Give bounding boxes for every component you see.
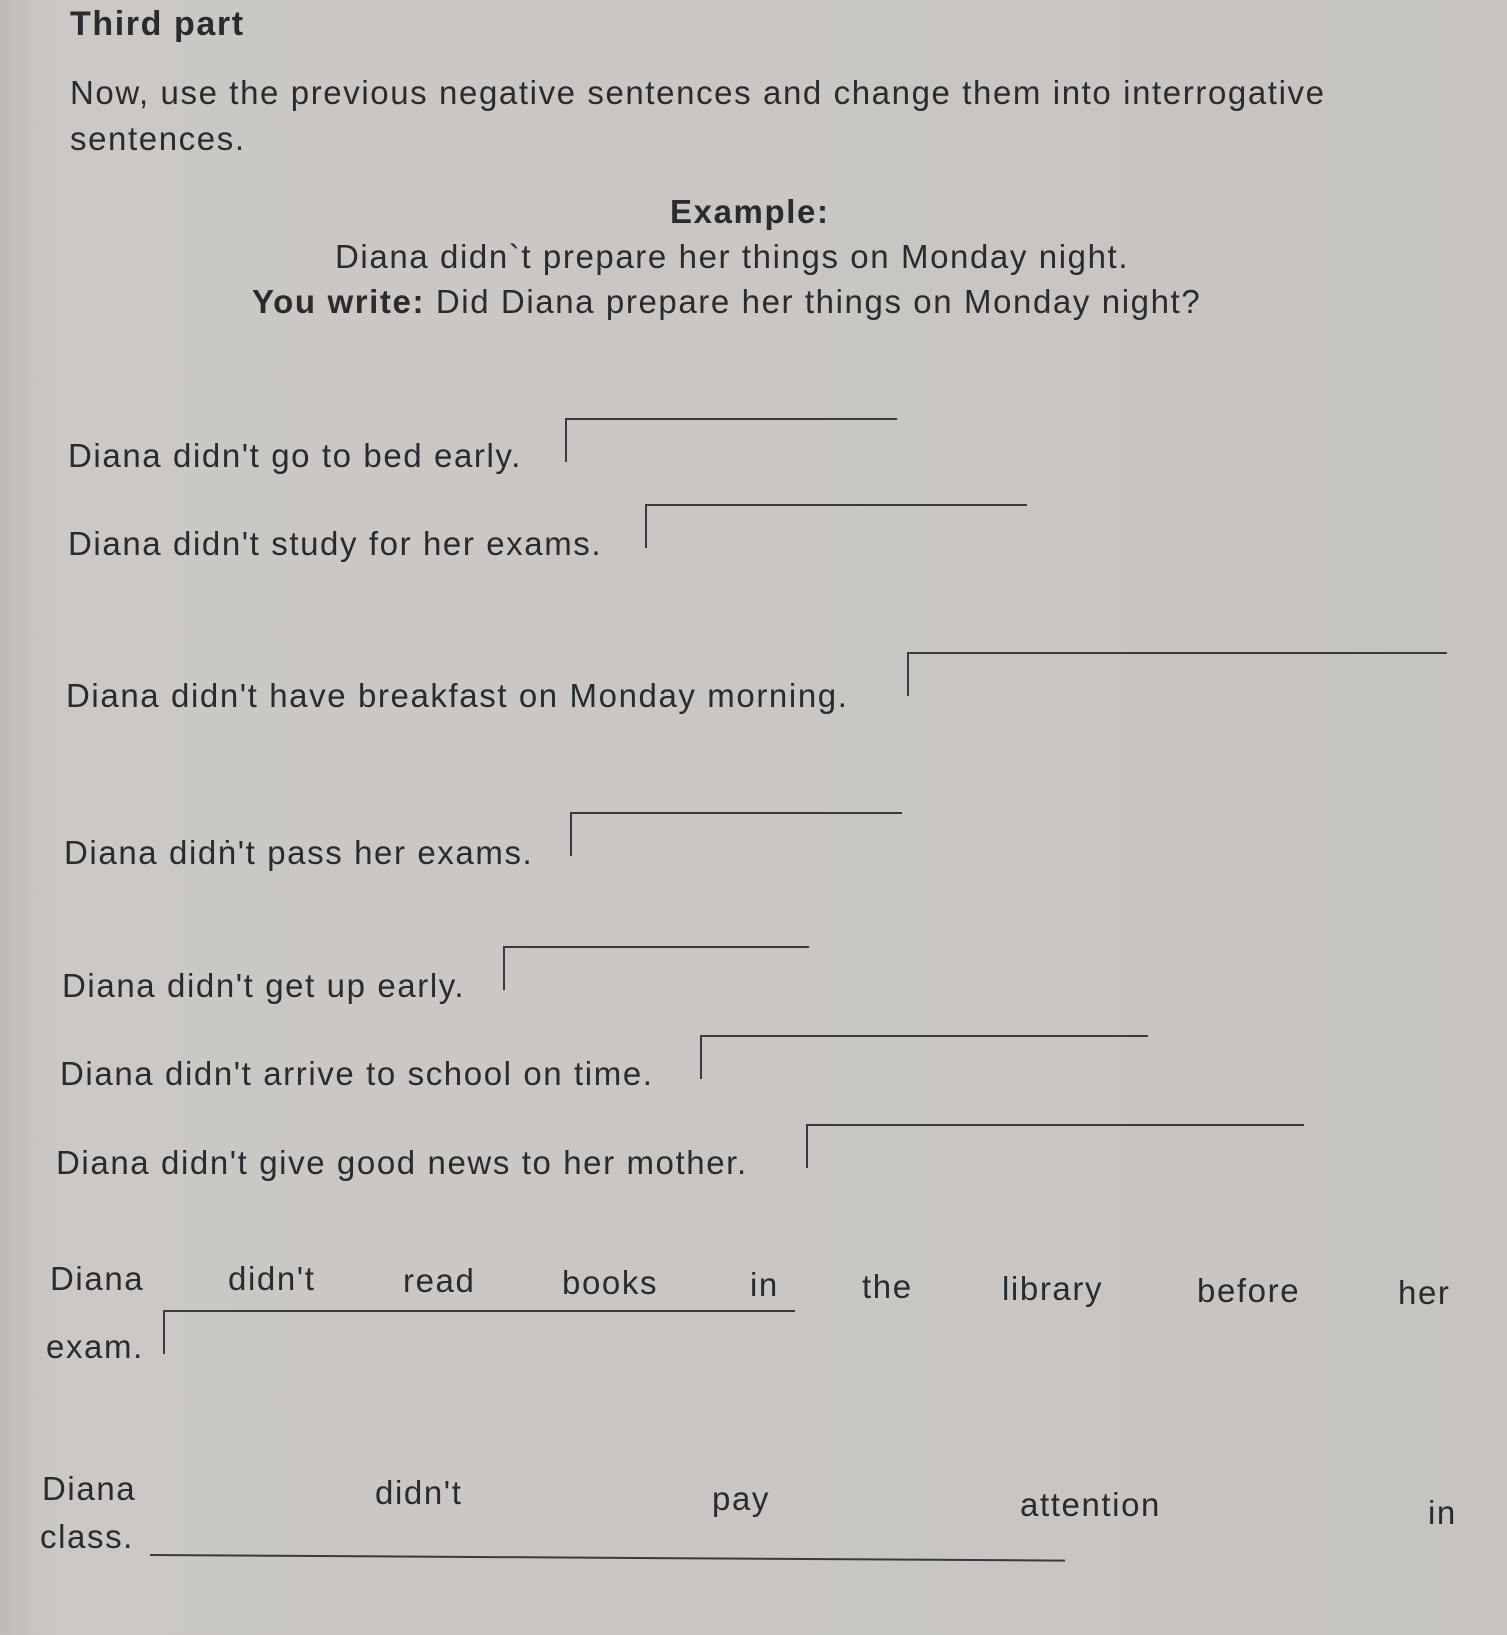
exercise-8-word: didn't — [228, 1260, 316, 1297]
exercise-9-word: attention — [1020, 1486, 1162, 1523]
exercise-8-word: her — [1398, 1274, 1451, 1311]
exercise-8-word: in — [750, 1266, 779, 1303]
exercise-8-word: the — [862, 1268, 913, 1305]
exercise-8-word: before — [1197, 1272, 1301, 1309]
answer-blank-2[interactable] — [645, 504, 1027, 548]
exercise-8-word: Diana — [50, 1260, 145, 1297]
page-edge — [0, 0, 36, 1635]
exercise-sentence-2: Diana didn't study for her exams. — [68, 525, 603, 562]
answer-blank-5[interactable] — [503, 946, 809, 990]
example-sentence: Diana didn`t prepare her things on Monday night. — [335, 238, 1130, 275]
example-answer-prefix: You write: — [252, 283, 426, 320]
instructions-line-1: Now, use the previous negative sentences and change them into interrogative — [70, 74, 1326, 111]
section-title: Third part — [70, 5, 245, 43]
exercise-8-word: read — [403, 1262, 476, 1299]
exercise-sentence-1: Diana didn't go to bed early. — [68, 437, 522, 474]
instructions-line-2: sentences. — [70, 120, 246, 157]
exercise-sentence-6: Diana didn't arrive to school on time. — [60, 1055, 654, 1092]
answer-blank-8[interactable] — [163, 1310, 795, 1354]
exercise-9-word: pay — [712, 1480, 771, 1517]
exercise-9-word: in — [1428, 1494, 1457, 1531]
exercise-9-last-word: class. — [40, 1518, 134, 1555]
answer-blank-4[interactable] — [570, 812, 902, 856]
answer-blank-7[interactable] — [806, 1124, 1304, 1168]
exercise-8-last-word: exam. — [46, 1328, 144, 1365]
answer-blank-3[interactable] — [907, 652, 1447, 696]
exercise-9-word: Diana — [42, 1470, 137, 1507]
answer-blank-9[interactable] — [150, 1554, 1065, 1562]
example-answer-text: Did Diana prepare her things on Monday night? — [425, 283, 1202, 320]
example-answer — [252, 283, 1201, 321]
exercise-sentence-4: Diana didṅ't pass her exams. — [64, 834, 534, 871]
exercise-sentence-5: Diana didn't get up early. — [62, 967, 466, 1004]
exercise-9-word: didn't — [375, 1474, 463, 1511]
answer-blank-6[interactable] — [700, 1035, 1148, 1079]
exercise-sentence-3: Diana didn't have breakfast on Monday morning. — [66, 677, 849, 714]
exercise-8-word: books — [562, 1264, 659, 1301]
exercise-sentence-7: Diana didn't give good news to her mother. — [56, 1144, 748, 1181]
example-label: Example: — [670, 193, 830, 230]
answer-blank-1[interactable] — [565, 418, 897, 462]
exercise-8-word: library — [1002, 1270, 1104, 1307]
